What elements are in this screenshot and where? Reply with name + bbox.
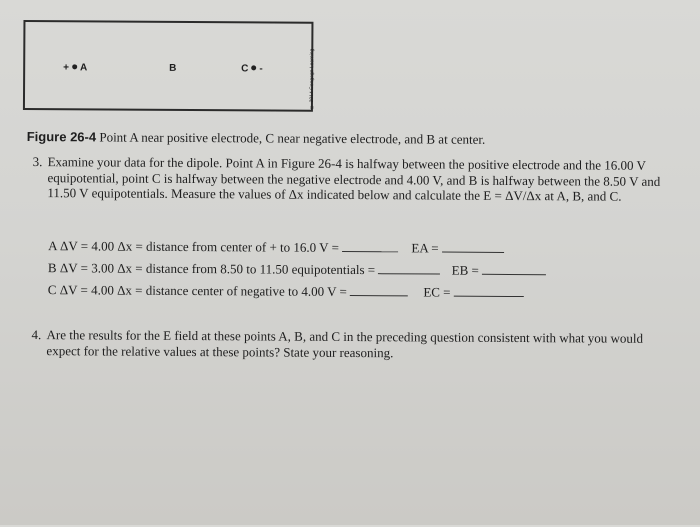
row-b-field-blank[interactable] [482, 264, 546, 275]
row-a-text: A ΔV = 4.00 Δx = distance from center of + to 16.0 V = [48, 238, 339, 255]
point-a-text: A [79, 62, 88, 74]
row-c [48, 282, 524, 301]
row-b-text: B ΔV = 3.00 Δx = distance from 8.50 to 11.50 equipotentials = [47, 260, 376, 278]
point-c-label [241, 63, 263, 74]
row-c-field-label: EC = [423, 284, 451, 300]
row-a-field-blank[interactable] [442, 242, 504, 253]
minus-sign: - [259, 63, 263, 75]
row-b-dx-blank[interactable] [378, 263, 440, 274]
question-3-number: 3. [32, 154, 43, 170]
row-b [48, 260, 546, 279]
row-c-dx-blank[interactable] [350, 285, 408, 296]
row-a [48, 238, 504, 257]
point-a-label [63, 62, 87, 73]
plus-sign: + [63, 62, 70, 74]
question-4-number: 4. [31, 327, 42, 343]
row-a-field-label: EA = [411, 240, 439, 256]
row-c-text: C ΔV = 4.00 Δx = distance center of negative to 4.00 V = [47, 282, 347, 299]
row-c-field-blank[interactable] [454, 286, 524, 297]
positive-electrode-dot [72, 65, 77, 70]
row-b-field-label: EB = [451, 262, 479, 278]
point-b-label: B [169, 62, 177, 74]
question-4-text: Are the results for the E field at these points A, B, and C in the preceding question consistent with what you would expect for the relative values at these points? State your reasoning. [46, 327, 644, 360]
figure-caption [27, 129, 486, 148]
point-c-text: C [241, 63, 249, 75]
question-3-text: Examine your data for the dipole. Point A in Figure 26-4 is halfway between the positive electrode and the 16.00 V equipotential, point C is halfway between the negative electrode and 4.00 V, and B is halfway between the 8.50 V and 11.50 V equipotentials. Measure the values of Δx indicated below and calculate the E = ΔV/Δx at A, B, and C. [47, 154, 661, 204]
question-3 [32, 154, 672, 204]
figure-caption-text: Point A near positive electrode, C near negative electrode, and B at center. [99, 129, 486, 147]
row-a-dx-blank[interactable] [342, 241, 398, 252]
question-4 [31, 327, 671, 362]
copyright-credit: © 2014 Cengage Learning [308, 48, 316, 110]
figure-26-4-diagram [23, 20, 314, 112]
figure-label: Figure 26-4 [26, 129, 97, 145]
negative-electrode-dot [251, 66, 256, 71]
